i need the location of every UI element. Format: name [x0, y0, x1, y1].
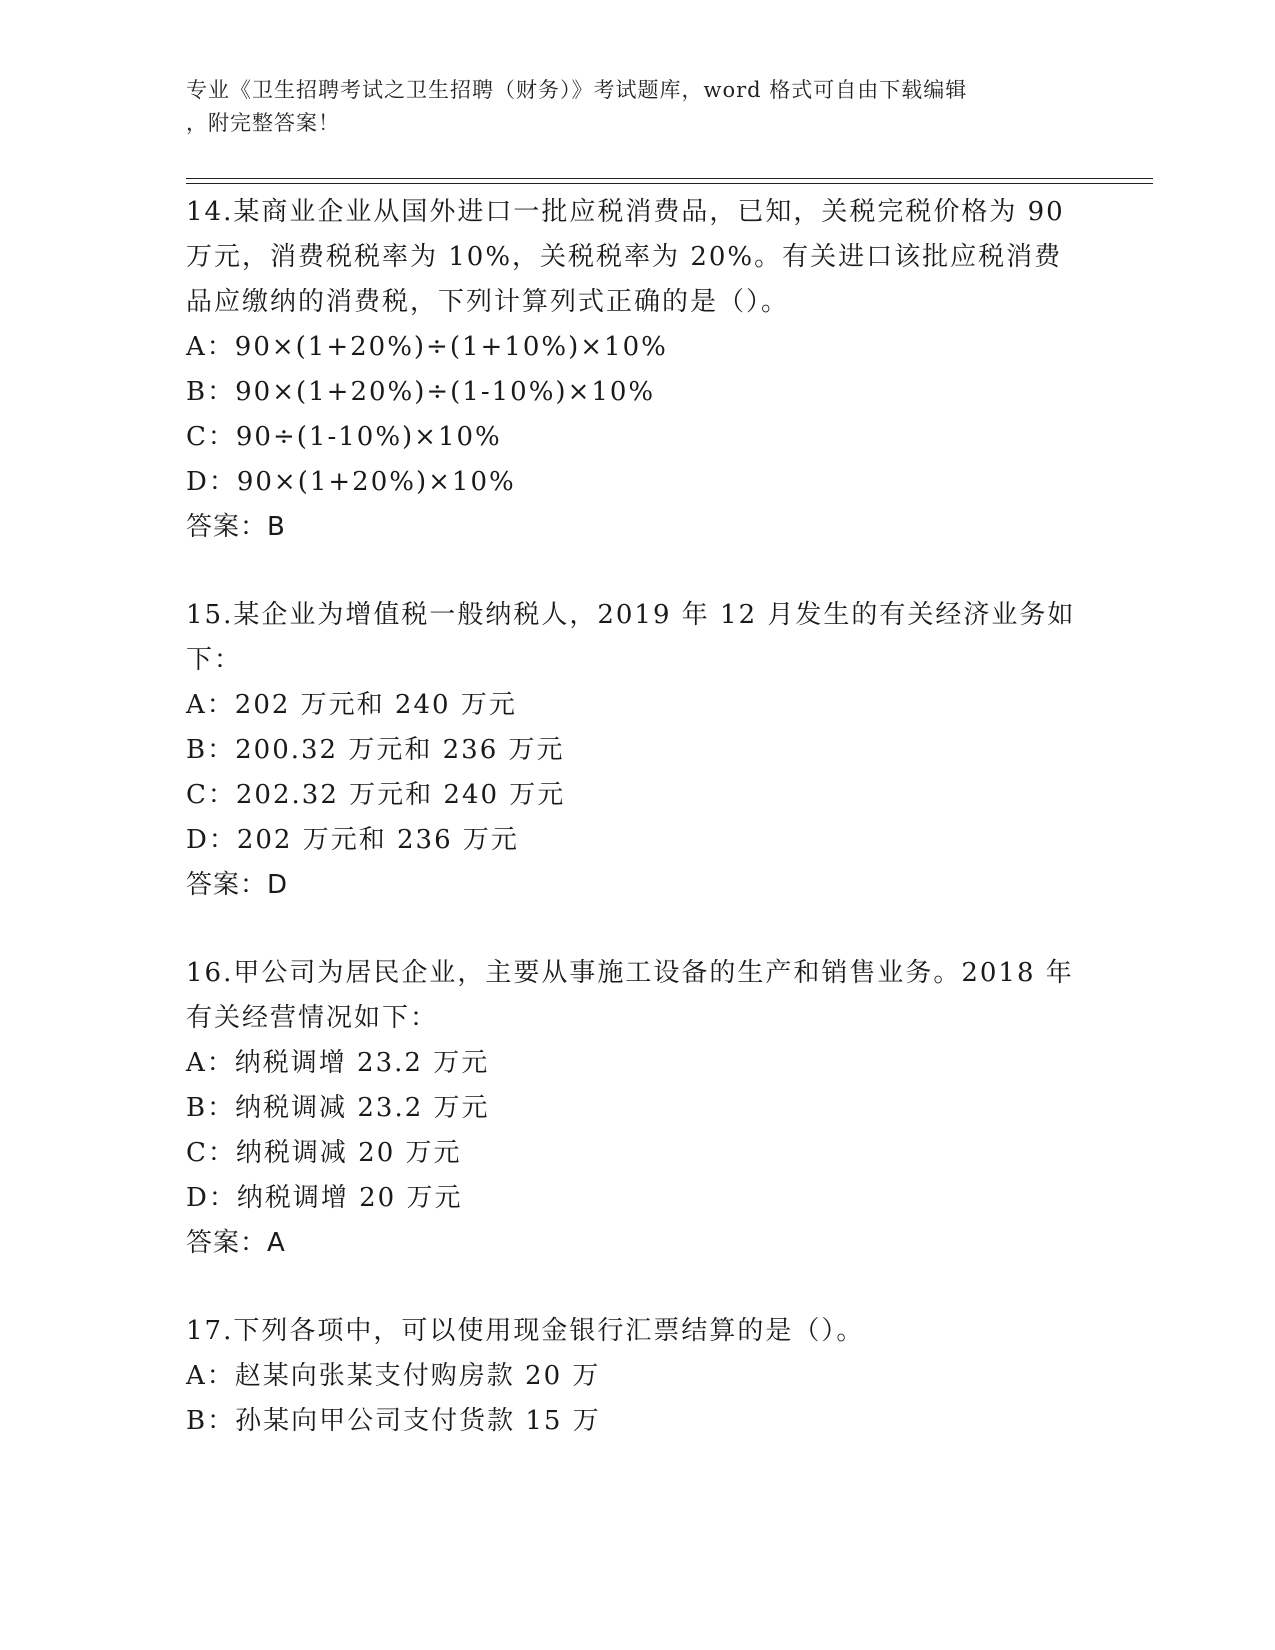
question-stem-line: 有关经营情况如下：: [186, 1003, 439, 1033]
question-list: [186, 190, 1086, 1444]
option-d: D：纳税调增 20 万元: [186, 1183, 463, 1213]
question-spacer: [186, 1266, 1086, 1309]
header-divider: [186, 178, 1153, 179]
question-14: [186, 190, 1086, 550]
option-b: B：纳税调减 23.2 万元: [186, 1093, 490, 1123]
option-a: A：202 万元和 240 万元: [186, 690, 517, 720]
question-stem-line: 万元，消费税税率为 10%，关税税率为 20%。有关进口该批应税消费: [186, 242, 1063, 272]
document-header: [186, 74, 1086, 140]
header-line-1: 专业《卫生招聘考试之卫生招聘（财务）》考试题库，word 格式可自由下载编辑: [186, 78, 968, 102]
answer-text: 答案：B: [186, 512, 286, 542]
question-15: [186, 593, 1086, 908]
header-line-2: ，附完整答案！: [186, 111, 340, 135]
option-a: A：纳税调增 23.2 万元: [186, 1048, 490, 1078]
header-divider-secondary: [186, 183, 1153, 184]
option-b: B：200.32 万元和 236 万元: [186, 735, 565, 765]
question-stem-line: 17.下列各项中，可以使用现金银行汇票结算的是（）。: [186, 1316, 865, 1346]
answer-text: 答案：A: [186, 1228, 286, 1258]
option-c: C：90÷(1-10%)×10%: [186, 422, 502, 452]
option-a: A：90×(1+20%)÷(1+10%)×10%: [186, 332, 668, 362]
answer-text: 答案：D: [186, 870, 289, 900]
option-b: B：90×(1+20%)÷(1-10%)×10%: [186, 377, 656, 407]
question-stem-line: 下：: [186, 645, 243, 675]
option-d: D：90×(1+20%)×10%: [186, 467, 516, 497]
question-stem-line: 品应缴纳的消费税，下列计算列式正确的是（）。: [186, 287, 790, 317]
option-b: B：孙某向甲公司支付货款 15 万: [186, 1406, 601, 1436]
option-a: A：赵某向张某支付购房款 20 万: [186, 1361, 601, 1391]
option-c: C：纳税调减 20 万元: [186, 1138, 462, 1168]
option-d: D：202 万元和 236 万元: [186, 825, 519, 855]
question-17: [186, 1309, 1086, 1444]
question-16: [186, 951, 1086, 1266]
question-spacer: [186, 908, 1086, 951]
question-spacer: [186, 550, 1086, 593]
option-c: C：202.32 万元和 240 万元: [186, 780, 566, 810]
question-stem-line: 16.甲公司为居民企业，主要从事施工设备的生产和销售业务。2018 年: [186, 958, 1074, 988]
question-stem-line: 14.某商业企业从国外进口一批应税消费品，已知，关税完税价格为 90: [186, 197, 1065, 227]
question-stem-line: 15.某企业为增值税一般纳税人，2019 年 12 月发生的有关经济业务如: [186, 600, 1076, 630]
